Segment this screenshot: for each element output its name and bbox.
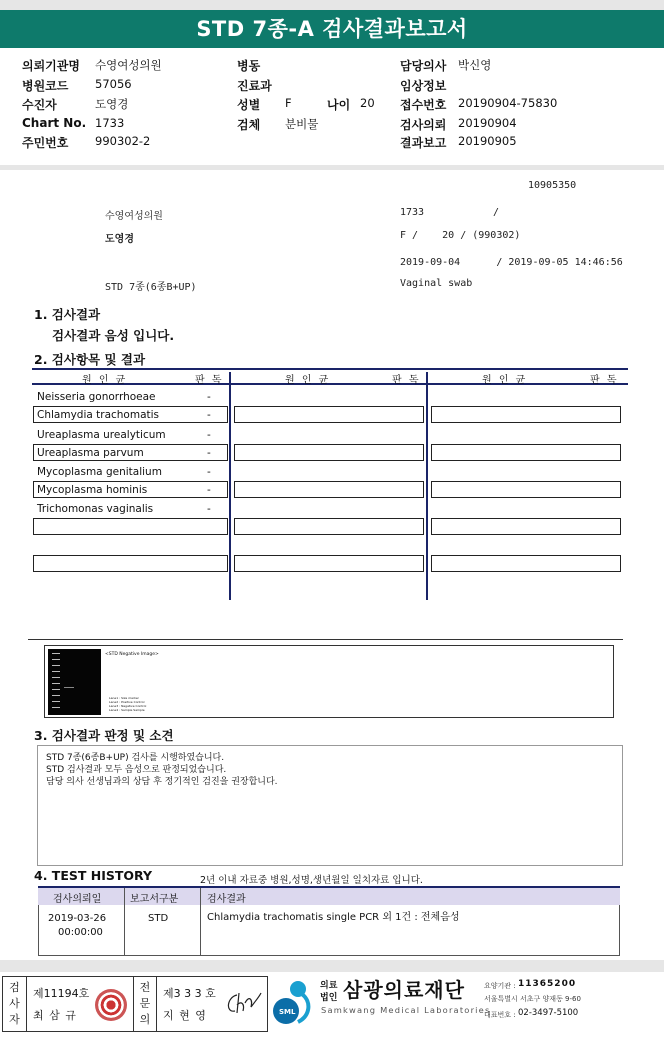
value-doctor: 박신영 <box>458 58 492 72</box>
row-box <box>431 444 621 461</box>
pathogen-result: - <box>207 466 211 478</box>
history-type: STD <box>148 913 169 924</box>
value-sex: F <box>285 96 292 110</box>
table-divider-1 <box>229 372 231 600</box>
row-box <box>431 406 621 423</box>
opinion-box <box>37 745 623 866</box>
logo-abbr: SML <box>279 1008 296 1016</box>
history-time: 00:00:00 <box>58 927 103 938</box>
section3-title: 3. 검사결과 판정 및 소견 <box>34 728 174 743</box>
gel-legend-2: Lane2 : Positive Control <box>109 700 145 704</box>
history-header-row <box>38 888 620 905</box>
pathogen-result: - <box>207 429 211 441</box>
specialist-license: 제3 3 3 호 <box>163 987 216 1000</box>
opinion-line: STD 7종(6종B+UP) 검사를 시행하였습니다. <box>46 753 225 763</box>
footer-label-char: 문 <box>139 997 151 1010</box>
value-age: 20 <box>360 96 375 110</box>
body-sex-age: F / 20 / (990302) <box>400 230 521 241</box>
value-institution: 수영여성의원 <box>95 58 162 72</box>
section4-title: 4. TEST HISTORY <box>34 868 153 883</box>
report-footer <box>0 972 664 1040</box>
sml-logo-icon <box>272 978 316 1028</box>
seal-stamp-icon <box>95 989 127 1021</box>
history-header-result: 검사결과 <box>207 894 246 905</box>
label-doctor: 담당의사 <box>400 59 447 73</box>
specialist-name: 지 현 영 <box>163 1009 207 1022</box>
col-header-result-1: 판 독 <box>195 375 224 386</box>
value-receipt-no: 20190904-75830 <box>458 96 558 110</box>
row-box <box>431 518 621 535</box>
pathogen-name: Trichomonas vaginalis <box>37 503 154 515</box>
row-box <box>431 555 621 572</box>
label-resident-no: 주민번호 <box>22 136 69 150</box>
value-resident-no: 990302-2 <box>95 134 151 148</box>
pathogen-name: Ureaplasma urealyticum <box>37 429 166 441</box>
footer-label-char: 의 <box>139 1013 151 1026</box>
code-label: 요양기관 : <box>484 982 516 990</box>
body-specimen: Vaginal swab <box>400 278 473 289</box>
row-box <box>33 555 228 572</box>
opinion-line: 담당 의사 선생님과의 상담 후 정기적인 검진을 권장합니다. <box>46 777 278 787</box>
value-request-date: 20190904 <box>458 116 517 130</box>
org-phone: 02-3497-5100 <box>518 1008 579 1018</box>
row-box <box>234 406 424 423</box>
label-sex: 성별 <box>237 98 261 112</box>
label-institution: 의뢰기관명 <box>22 59 80 73</box>
history-note: 2년 이내 자료중 병원,성명,생년월일 일치자료 입니다. <box>200 875 423 886</box>
label-patient: 수진자 <box>22 98 57 112</box>
history-header-date: 검사의뢰일 <box>53 894 102 905</box>
gel-caption: <STD Negative Image> <box>105 652 159 657</box>
history-header-type: 보고서구분 <box>130 894 179 905</box>
value-specimen: 분비물 <box>285 117 319 131</box>
label-chart-no: Chart No. <box>22 116 87 130</box>
history-result: Chlamydia trachomatis single PCR 외 1건 : 전체음성 <box>207 912 460 923</box>
institution-code: 11365200 <box>518 979 577 989</box>
pathogen-name: Mycoplasma hominis <box>37 484 148 496</box>
report-title: STD 7종-A 검사결과보고서 <box>0 10 664 48</box>
pathogen-name: Ureaplasma parvum <box>37 447 144 459</box>
body-chart: 1733 <box>400 207 425 218</box>
gel-legend-1: Lane1 : Size marker <box>109 696 139 700</box>
value-hospital-code: 57056 <box>95 77 132 91</box>
pathogen-result: - <box>207 484 211 496</box>
body-chart-slash: / <box>493 207 500 218</box>
report-header <box>0 48 664 165</box>
label-report-date: 결과보고 <box>400 136 447 150</box>
col-header-pathogen-3: 원 인 균 <box>482 375 528 386</box>
examiner-name: 최 삼 규 <box>33 1009 77 1022</box>
footer-label-char: 사 <box>9 997 20 1010</box>
row-box <box>431 481 621 498</box>
report-body <box>0 170 664 960</box>
row-box <box>234 518 424 535</box>
label-receipt-no: 접수번호 <box>400 98 447 112</box>
history-date: 2019-03-26 <box>48 913 107 924</box>
label-specimen: 검체 <box>237 118 261 132</box>
pathogen-result: - <box>207 447 211 459</box>
body-patient: 도영경 <box>105 234 134 245</box>
label-hospital-code: 병원코드 <box>22 79 69 93</box>
label-request-date: 검사의뢰 <box>400 118 447 132</box>
col-header-result-3: 판 독 <box>590 375 619 386</box>
value-chart-no: 1733 <box>95 116 125 130</box>
pathogen-name: Mycoplasma genitalium <box>37 466 162 478</box>
row-box <box>234 555 424 572</box>
signature-icon <box>223 989 263 1019</box>
opinion-line: STD 검사결과 모두 음성으로 판정되었습니다. <box>46 765 227 775</box>
col-header-pathogen-1: 원 인 균 <box>82 375 128 386</box>
org-name: 삼광의료재단 <box>343 978 465 1002</box>
signature-box <box>2 976 268 1032</box>
footer-label-char: 검 <box>9 981 20 994</box>
pathogen-result: - <box>207 503 211 515</box>
pathogen-result: - <box>207 409 211 421</box>
label-age: 나이 <box>327 98 351 112</box>
footer-label-char: 전 <box>139 981 151 994</box>
org-small-2: 법인 <box>320 993 338 1003</box>
row-box <box>33 518 228 535</box>
row-box <box>234 444 424 461</box>
pathogen-result: - <box>207 391 211 403</box>
org-small-1: 의료 <box>320 981 338 991</box>
section1-text: 검사결과 음성 입니다. <box>52 328 175 343</box>
body-clinic: 수영여성의원 <box>105 211 163 222</box>
label-ward: 병동 <box>237 59 261 73</box>
value-report-date: 20190905 <box>458 134 517 148</box>
table-divider-2 <box>426 372 428 600</box>
table-top-rule <box>32 368 628 370</box>
gel-legend-3: Lane3 : Negative Control <box>109 704 147 708</box>
examiner-license: 제11194호 <box>33 987 90 1000</box>
org-address: 서울특별시 서초구 양재동 9-60 <box>484 995 581 1003</box>
col-header-result-2: 판 독 <box>392 375 421 386</box>
label-department: 진료과 <box>237 79 272 93</box>
gel-image-frame <box>44 645 614 718</box>
gel-legend-4: Lane4 : Sample Sample <box>109 708 145 712</box>
org-english-name: Samkwang Medical Laboratories <box>321 1005 491 1015</box>
value-patient: 도영경 <box>95 97 129 111</box>
pathogen-name: Chlamydia trachomatis <box>37 409 160 421</box>
label-clinical-info: 임상정보 <box>400 79 447 93</box>
footer-label-char: 자 <box>9 1013 20 1026</box>
gel-image <box>48 649 101 715</box>
phone-label: 대표번호 : <box>484 1011 516 1019</box>
section2-title: 2. 검사항목 및 결과 <box>34 352 146 367</box>
col-header-pathogen-2: 원 인 균 <box>285 375 331 386</box>
section-separator <box>28 639 623 640</box>
section1-title: 1. 검사결과 <box>34 307 101 322</box>
row-box <box>234 481 424 498</box>
body-dates: 2019-09-04 / 2019-09-05 14:46:56 <box>400 257 623 268</box>
pathogen-name: Neisseria gonorrhoeae <box>37 391 156 403</box>
document-number: 10905350 <box>528 180 577 191</box>
body-test-name: STD 7종(6종B+UP) <box>105 282 197 293</box>
